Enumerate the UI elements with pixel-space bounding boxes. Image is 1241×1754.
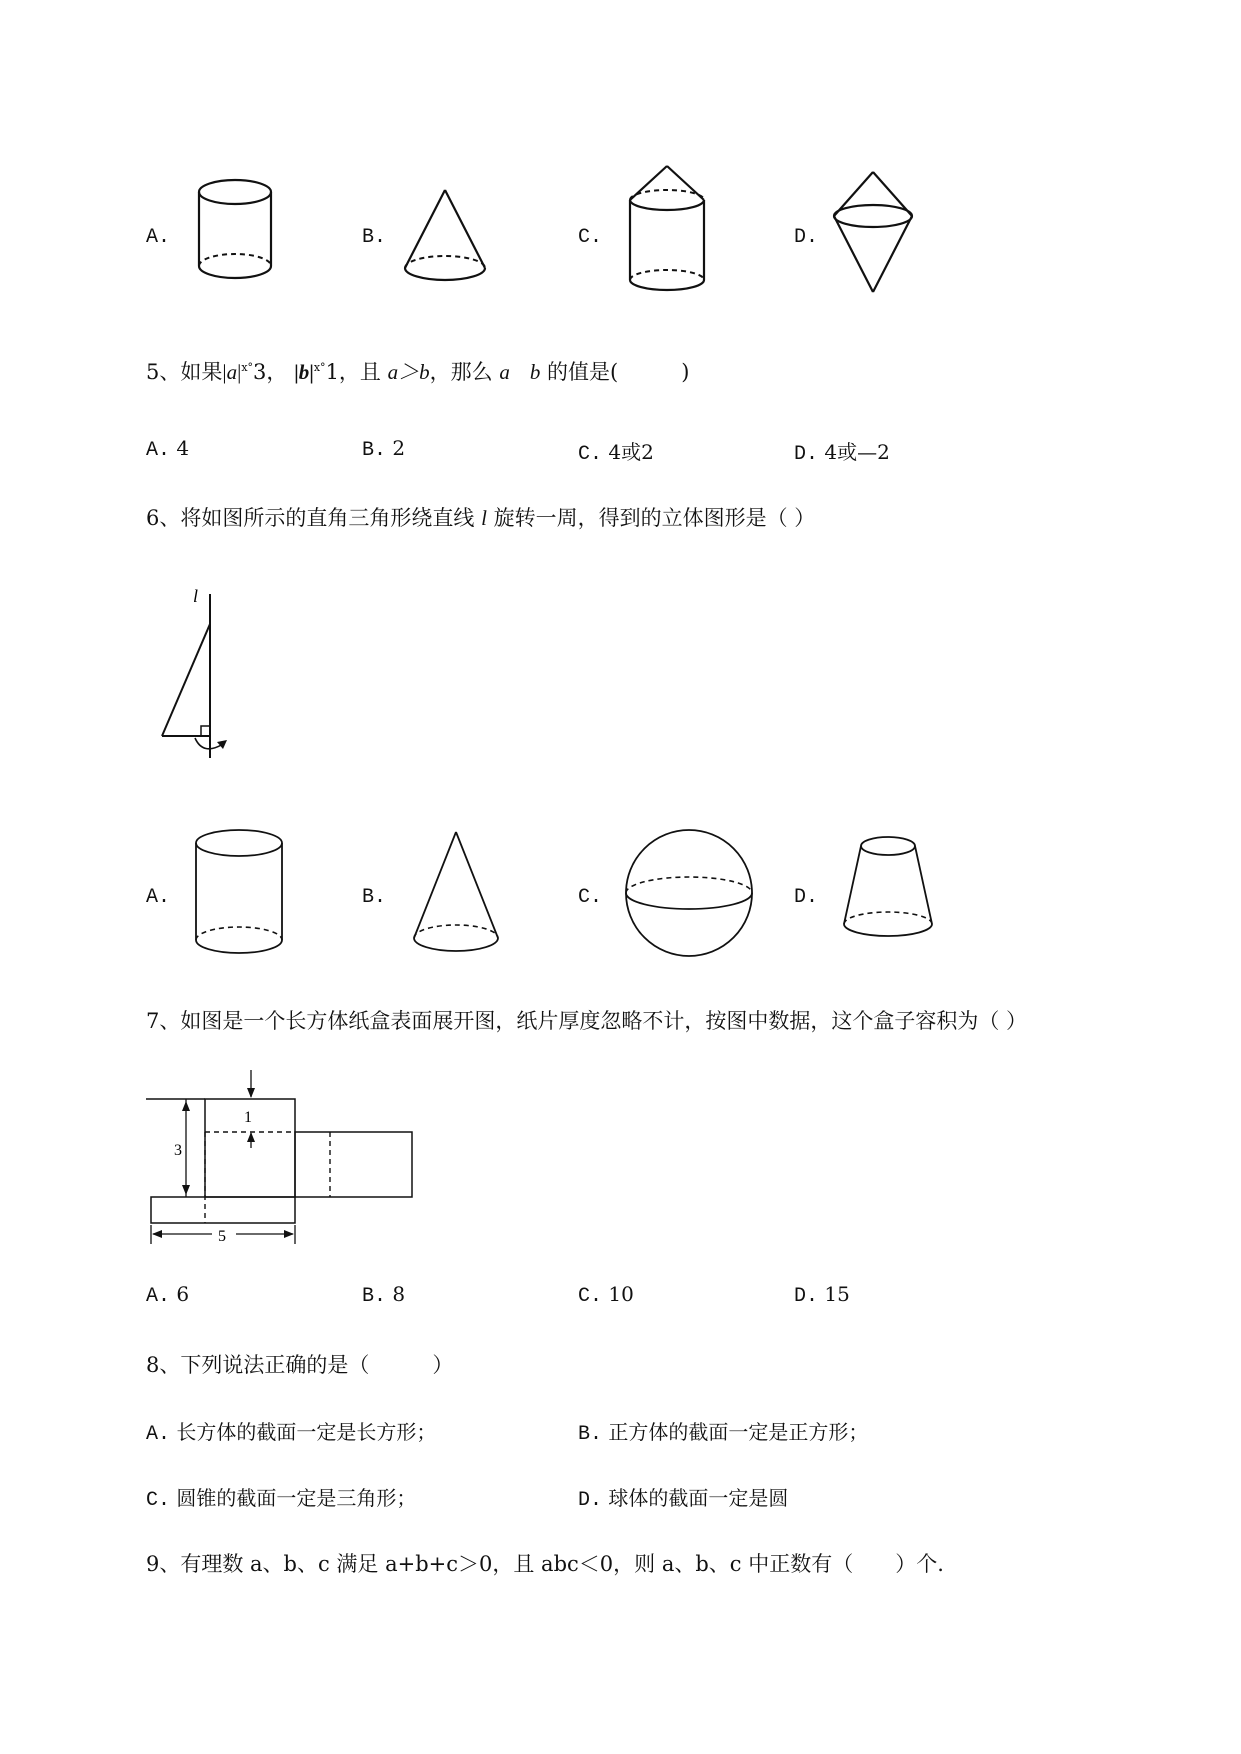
- q4-option-c: [578, 223, 602, 249]
- q4-figure-double-cone: [830, 170, 916, 296]
- q7-stem: 7、如图是一个长方体纸盒表面展开图，纸片厚度忽略不计，按图中数据，这个盒子容积为（ ）: [146, 1009, 1028, 1033]
- q7-dim-left: 3: [174, 1142, 182, 1159]
- q7-box-net-figure: [140, 1062, 420, 1252]
- option-label: A.: [146, 226, 171, 249]
- q4-figure-cylinder: [190, 178, 280, 282]
- q5-sup-a: x°: [241, 361, 254, 374]
- q8-option-a: A. 长方体的截面一定是长方形；: [146, 1420, 437, 1446]
- q4-option-d: [794, 223, 818, 249]
- q5-prefix: 5、如果: [146, 360, 223, 384]
- q6-line-name: l: [481, 506, 487, 530]
- q6-figure-label: l: [193, 586, 199, 606]
- q5-option-a: A. 4: [146, 436, 190, 462]
- q6-option-c: C.: [578, 886, 603, 909]
- q7-option-c: C. 10: [578, 1282, 634, 1308]
- q5-option-d: D. 4或—2: [794, 440, 890, 466]
- q6-triangle-figure: [155, 588, 245, 768]
- q5-sup-b: x°: [313, 361, 326, 374]
- q5-condition: a＞b: [387, 360, 430, 384]
- q5-eq-a: 3，: [253, 360, 288, 384]
- q5-expr-a: a: [499, 360, 510, 384]
- option-label: C.: [578, 226, 603, 249]
- q7-option-b: B. 8: [362, 1282, 406, 1308]
- q5-stem: 5、如果$|a|^{x^\circ}3$， $|b|^{x^\circ}1$，且 a＞b，那么 a b 的值是( ): [146, 360, 690, 384]
- q6-figure-frustum: [840, 834, 936, 944]
- q6-figure-sphere: [622, 826, 756, 960]
- q6-option-d: D.: [794, 886, 819, 909]
- q9-stem: 9、有理数 a、b、c 满足 a+b+c＞0，且 abc＜0，则 a、b、c 中正数有（ ）个.: [146, 1552, 944, 1576]
- q8-option-c: C. 圆锥的截面一定是三角形；: [146, 1486, 417, 1512]
- q6-figure-cylinder: [192, 828, 286, 958]
- q8-option-d: D. 球体的截面一定是圆: [578, 1486, 789, 1512]
- q5-abs-b: b: [298, 360, 310, 384]
- q4-figure-cone-on-cylinder: [624, 164, 710, 296]
- q5-option-b: B. 2: [362, 436, 406, 462]
- q6-figure-cone: [410, 830, 502, 956]
- q7-dim-top: 1: [244, 1109, 252, 1126]
- q4-option-b: [362, 223, 386, 249]
- q5-option-c: C. 4或2: [578, 440, 654, 466]
- q8-option-b: B. 正方体的截面一定是正方形；: [578, 1420, 869, 1446]
- q5-expr-b: b: [529, 360, 541, 384]
- q5-abs-a: a: [226, 360, 238, 384]
- q7-option-a: A. 6: [146, 1282, 190, 1308]
- q7-dim-bottom: 5: [218, 1228, 226, 1245]
- q4-option-a: [146, 223, 170, 249]
- q6-option-a: A.: [146, 886, 171, 909]
- q8-stem: 8、下列说法正确的是（ ）: [146, 1353, 454, 1377]
- q7-option-d: D. 15: [794, 1282, 850, 1308]
- option-label: B.: [362, 226, 387, 249]
- q6-option-b: B.: [362, 886, 387, 909]
- q5-eq-b: 1，且: [325, 360, 381, 384]
- q5-suffix: 的值是( ): [547, 360, 690, 384]
- option-label: D.: [794, 226, 819, 249]
- q4-figure-cone: [400, 188, 490, 284]
- q5-mid: ，那么: [429, 360, 493, 384]
- q6-stem: 6、将如图所示的直角三角形绕直线 l 旋转一周，得到的立体图形是（ ）: [146, 506, 816, 530]
